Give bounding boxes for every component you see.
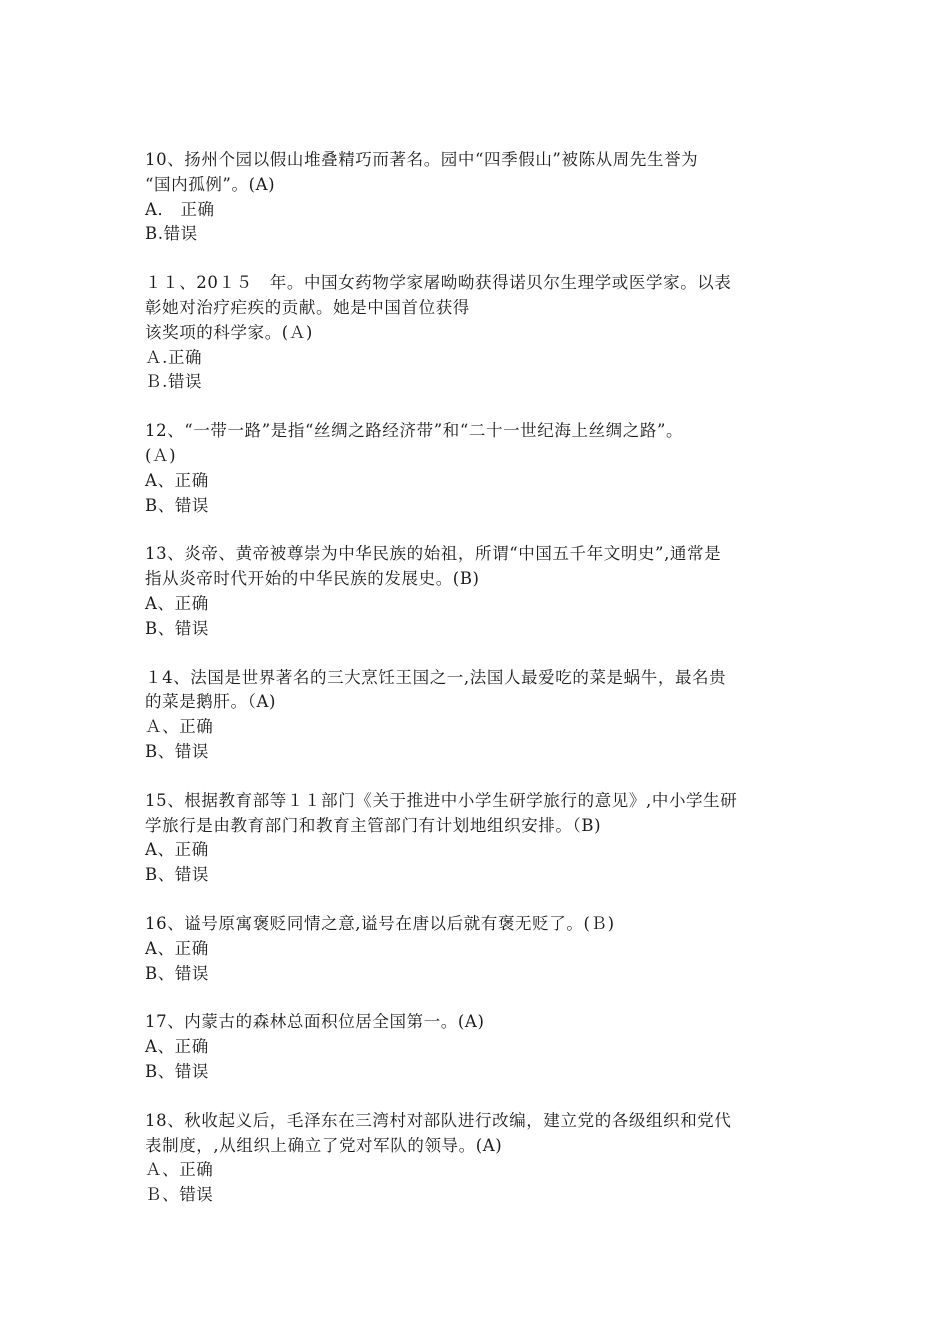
document-page — [145, 148, 817, 1232]
question-text-line: 的菜是鹅肝。（A) — [145, 692, 277, 712]
question-text-line: 18、秋收起义后，毛泽东在三湾村对部队进行改编，建立党的各级组织和党代 — [145, 1110, 732, 1130]
question-text-line: 表制度，,从组织上确立了党对军队的领导。(A) — [145, 1135, 503, 1155]
question-16 — [145, 912, 817, 986]
question-17 — [145, 1010, 817, 1084]
question-text-line: １１、20１５ 年。中国女药物学家屠呦呦获得诺贝尔生理学或医学家。以表 — [145, 273, 732, 293]
option-a: A、正确 — [145, 938, 209, 958]
question-text-line: 该奖项的科学家。(Ａ) — [145, 322, 313, 342]
option-a: A． 正确 — [145, 199, 215, 219]
option-a: A、正确 — [145, 470, 209, 490]
option-b: B、错误 — [145, 495, 210, 515]
option-b: B、错误 — [145, 963, 210, 983]
question-text-line: １4、法国是世界著名的三大烹饪王国之一,法国人最爱吃的菜是蜗牛，最名贵 — [145, 667, 727, 687]
question-12 — [145, 419, 817, 518]
question-text-line: “国内孤例”。(A) — [145, 174, 276, 194]
option-a: Ａ、正确 — [145, 1160, 214, 1180]
option-b: Ｂ.错误 — [145, 372, 203, 392]
question-14 — [145, 666, 817, 765]
question-text-line: (Ａ) — [145, 445, 177, 465]
option-a: Ａ.正确 — [145, 347, 203, 367]
option-b: B、错误 — [145, 618, 210, 638]
question-text-line: 10、扬州个园以假山堆叠精巧而著名。园中“四季假山”被陈从周先生誉为 — [145, 150, 699, 169]
question-13 — [145, 542, 817, 641]
option-b: B、错误 — [145, 865, 210, 885]
option-b: Ｂ、错误 — [145, 1185, 214, 1205]
question-text-line: 学旅行是由教育部门和教育主管部门有计划地组织安排。（B) — [145, 815, 602, 835]
option-b: B、错误 — [145, 741, 210, 761]
question-text-line: 12、“一带一路”是指“丝绸之路经济带”和“二十一世纪海上丝绸之路”。 — [145, 421, 684, 441]
option-b: B、错误 — [145, 1061, 210, 1081]
question-text-line: 彰她对治疗疟疾的贡献。她是中国首位获得 — [145, 297, 470, 317]
option-a: A、正确 — [145, 1037, 209, 1057]
question-text-line: 15、根据教育部等１１部门《关于推进中小学生研学旅行的意见》,中小学生研 — [145, 790, 738, 810]
question-text-line: 16、谥号原寓褒贬同情之意,谥号在唐以后就有褒无贬了。(Ｂ) — [145, 913, 615, 933]
option-a: A、正确 — [145, 593, 209, 613]
question-text-line: 13、炎帝、黄帝被尊崇为中华民族的始祖，所谓“中国五千年文明史”,通常是 — [145, 544, 722, 564]
question-text-line: 17、内蒙古的森林总面积位居全国第一。(A) — [145, 1012, 485, 1032]
question-11 — [145, 271, 817, 395]
option-a: A、正确 — [145, 840, 209, 860]
question-10 — [145, 148, 817, 247]
option-b: B.错误 — [145, 224, 198, 244]
option-a: Ａ、正确 — [145, 717, 214, 737]
question-text-line: 指从炎帝时代开始的中华民族的发展史。(B) — [145, 569, 480, 589]
question-18 — [145, 1109, 817, 1208]
question-15 — [145, 789, 817, 888]
